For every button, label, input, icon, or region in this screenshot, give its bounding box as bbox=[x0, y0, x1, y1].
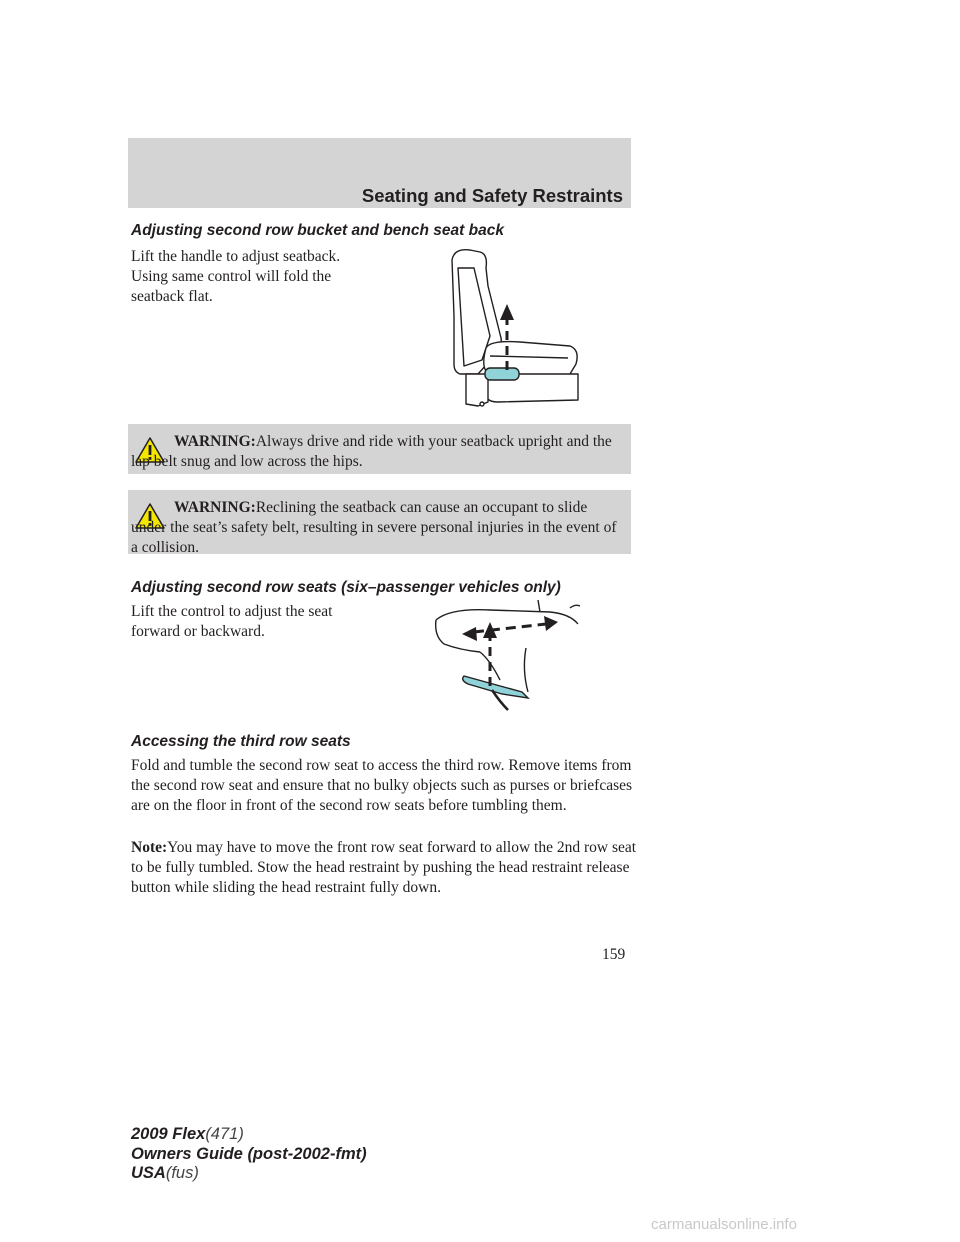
document-footer: 2009 Flex(471) Owners Guide (post-2002-fmt) USA(fus) bbox=[131, 1125, 367, 1182]
watermark: carmanualsonline.info bbox=[651, 1216, 797, 1233]
section-heading-seatback: Adjusting second row bucket and bench seat back bbox=[131, 222, 504, 239]
warning-box-seatback-upright bbox=[128, 424, 631, 474]
warning-box-reclining bbox=[128, 490, 631, 554]
paragraph-third-row: Fold and tumble the second row seat to access the third row. Remove items from the second row seat and ensure that no bulky objects such as purses or briefcases are on the floor in front of the second row seats before tumbling them. bbox=[131, 757, 633, 814]
warning-text: WARNING:Reclining the seatback can cause an occupant to slide under the seat’s safety belt, resulting in severe personal injuries in the event of a collision. bbox=[131, 499, 617, 556]
section-heading-six-passenger: Adjusting second row seats (six–passenger vehicles only) bbox=[131, 579, 561, 596]
seatback-adjust-illustration bbox=[430, 246, 600, 416]
section-title: Seating and Safety Restraints bbox=[361, 185, 623, 206]
section-header bbox=[128, 138, 631, 208]
paragraph-seatback: Lift the handle to adjust seatback. Using same control will fold the seatback flat. bbox=[131, 248, 341, 305]
page-number: 159 bbox=[602, 946, 626, 963]
seat-slide-illustration bbox=[430, 600, 590, 715]
warning-text: WARNING:Always drive and ride with your seatback upright and the lap belt snug and low across the hips. bbox=[131, 433, 612, 470]
paragraph-six-passenger: Lift the control to adjust the seat forward or backward. bbox=[131, 603, 333, 640]
section-heading-third-row: Accessing the third row seats bbox=[131, 733, 351, 750]
note-paragraph: Note:You may have to move the front row seat forward to allow the 2nd row seat to be fully tumbled. Stow the head restraint by pushing the head restraint release button while sliding the head restraint fully down. bbox=[131, 839, 637, 896]
